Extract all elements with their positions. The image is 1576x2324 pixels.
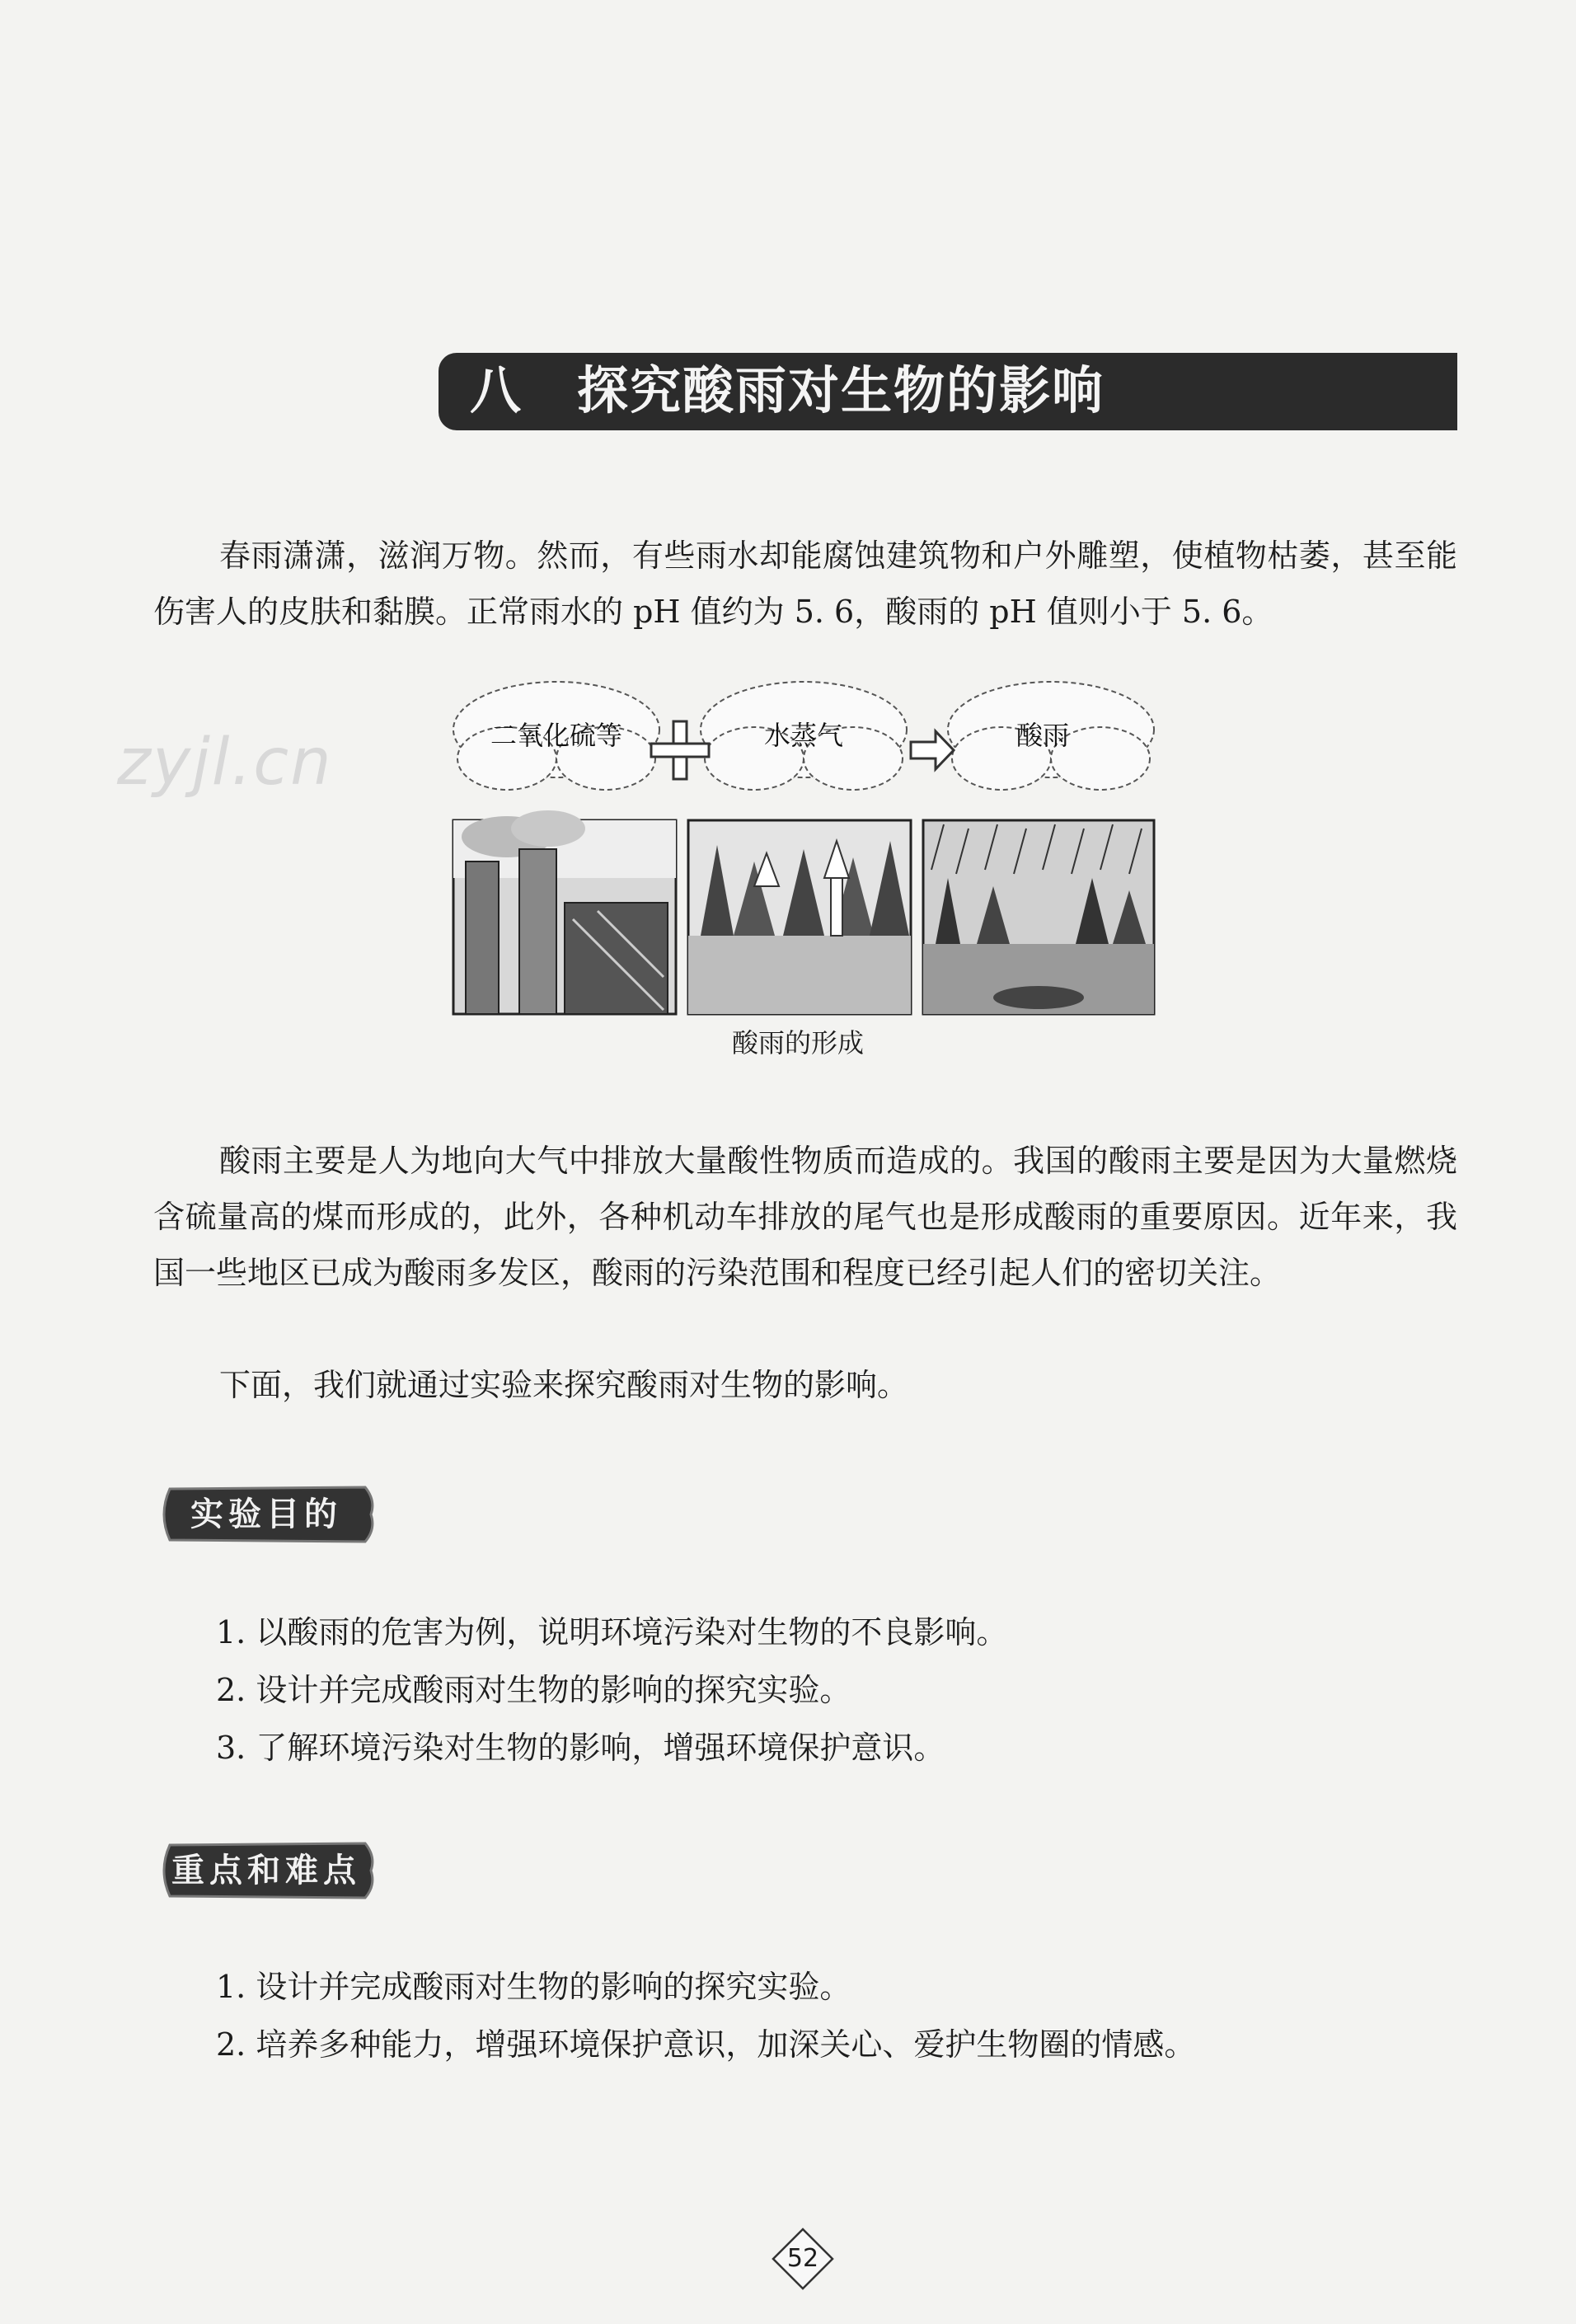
section-label-text: 重点和难点: [171, 1852, 361, 1890]
chapter-number: 八: [470, 360, 522, 420]
figure-caption: 酸雨的形成: [732, 1027, 865, 1059]
section-label-objectives: [155, 1484, 378, 1545]
key-point-item-2: 2. 培养多种能力，增强环境保护意识，加深关心、爱护生物圈的情感。: [216, 2026, 1196, 2063]
section-label-text: 实验目的: [190, 1495, 342, 1533]
objective-item-3: 3. 了解环境污染对生物的影响，增强环境保护意识。: [216, 1730, 945, 1766]
intro-paragraph: 春雨潇潇，滋润万物。然而，有些雨水却能腐蚀建筑物和户外雕塑，使植物枯萎，甚至能伤害人的皮肤和黏膜。正常雨水的 pH 值约为 5. 6，酸雨的 pH 值则小于 5. 6。: [153, 538, 1457, 630]
page-number-text: 52: [786, 2244, 819, 2273]
key-point-item-1: 1. 设计并完成酸雨对生物的影响的探究实验。: [216, 1969, 851, 2005]
section-label-key-points: [155, 1840, 378, 1901]
objective-item-1: 1. 以酸雨的危害为例，说明环境污染对生物的不良影响。: [216, 1614, 1008, 1650]
watermark: zyjl.cn: [117, 725, 333, 800]
acid-rain-figure: [449, 672, 1158, 1018]
body-paragraph-1: 酸雨主要是人为地向大气中排放大量酸性物质而造成的。我国的酸雨主要是因为大量燃烧含硫量高的煤而形成的，此外，各种机动车排放的尾气也是形成酸雨的重要原因。近年来，我国一些地区已成为酸雨多发区，酸雨的污染范围和程度已经引起人们的密切关注。: [153, 1143, 1457, 1291]
figure-label-vapor: 水蒸气: [763, 720, 844, 751]
panel-acid-rain: [923, 820, 1154, 1014]
figure-label-acid-rain: 酸雨: [1015, 720, 1070, 751]
panel-factory: [453, 810, 676, 1014]
arrow-right-icon: [911, 731, 954, 769]
body-paragraph-2: 下面，我们就通过实验来探究酸雨对生物的影响。: [219, 1367, 909, 1403]
chapter-title: 探究酸雨对生物的影响: [577, 360, 1105, 420]
panel-vapor: [688, 820, 911, 1014]
page-number: [772, 2228, 834, 2290]
figure-label-so2: 二氧化硫等: [490, 720, 623, 751]
objective-item-2: 2. 设计并完成酸雨对生物的影响的探究实验。: [216, 1672, 851, 1708]
